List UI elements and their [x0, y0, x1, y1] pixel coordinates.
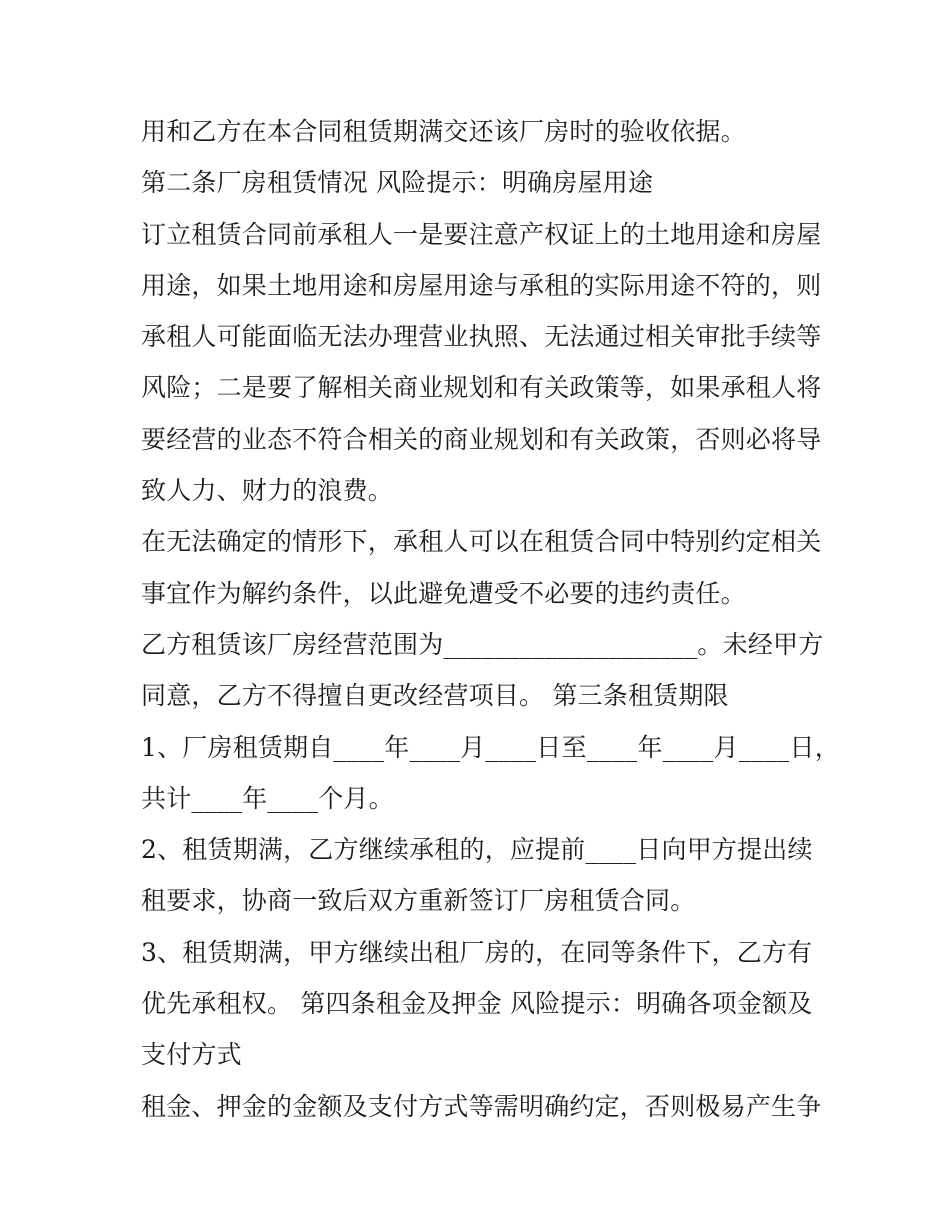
document-body [141, 106, 840, 1132]
text-line: 3、租赁期满，甲方继续出租厂房的，在同等条件下，乙方有 [141, 937, 813, 967]
text-line: 共计____年____个月。 [141, 783, 394, 813]
text-line: 订立租赁合同前承租人一是要注意产权证上的土地用途和房屋 [141, 219, 822, 249]
text-line: 在无法确定的情形下，承租人可以在租赁合同中特别约定相关 [141, 527, 822, 557]
text-line: 同意，乙方不得擅自更改经营项目。 第三条租赁期限 [141, 681, 729, 711]
text-line: 用和乙方在本合同租赁期满交还该厂房时的验收依据。 [141, 117, 746, 146]
text-line: 第二条厂房租赁情况 风险提示：明确房屋用途 [141, 168, 654, 198]
text-line: 致人力、财力的浪费。 [141, 476, 394, 506]
text-line: 用途，如果土地用途和房屋用途与承租的实际用途不符的，则 [141, 270, 822, 300]
text-line: 要经营的业态不符合相关的商业规划和有关政策，否则必将导 [141, 424, 822, 454]
text-line: 事宜作为解约条件，以此避免遭受不必要的违约责任。 [141, 578, 746, 608]
text-line: 承租人可能面临无法办理营业执照、无法通过相关审批手续等 [141, 322, 822, 352]
text-line: 优先承租权。 第四条租金及押金 风险提示：明确各项金额及 [141, 989, 813, 1019]
text-line: 风险；二是要了解相关商业规划和有关政策等，如果承租人将 [141, 373, 822, 403]
text-line: 支付方式 [141, 1040, 242, 1070]
text-line: 租金、押金的金额及支付方式等需明确约定，否则极易产生争 [141, 1091, 822, 1121]
text-line: 乙方租赁该厂房经营范围为____________________。未经甲方 [141, 629, 824, 659]
text-line: 2、租赁期满，乙方继续承租的，应提前____日向甲方提出续 [141, 835, 813, 865]
text-line: 1、厂房租赁期自____年____月____日至____年____月____日， [141, 732, 840, 762]
text-line: 租要求，协商一致后双方重新签订厂房租赁合同。 [141, 886, 696, 916]
